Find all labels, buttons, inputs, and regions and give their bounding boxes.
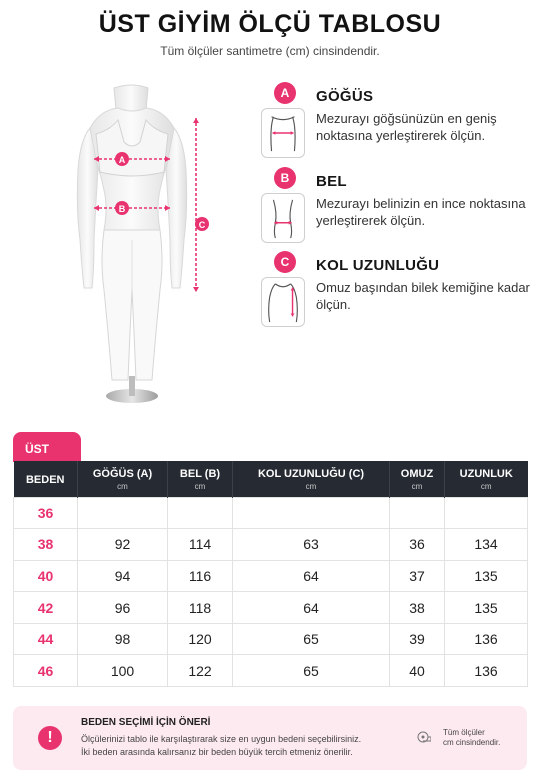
sleeve-cell: 64: [233, 592, 390, 624]
tip-line-1: Ölçülerinizi tablo ile karşılaştırarak size en uygun bedeni seçebilirsiniz.: [81, 734, 362, 744]
alert-icon: !: [38, 726, 62, 750]
column-header-sleeve: KOL UZUNLUĞU (C) cm: [233, 461, 390, 497]
table-row: [14, 592, 528, 624]
shoulder-cell: 39: [390, 623, 445, 655]
table-row: [14, 560, 528, 592]
column-unit: cm: [194, 482, 206, 492]
chest-cell: 96: [78, 592, 168, 624]
marker-a: A: [118, 155, 126, 165]
tab-ust[interactable]: ÜST: [13, 432, 81, 462]
column-header-waist: BEL (B) cm: [168, 461, 233, 497]
length-cell: 134: [445, 529, 528, 561]
measurement-waist: [258, 167, 538, 247]
chest-cell: 98: [78, 623, 168, 655]
unit-note: [443, 728, 500, 748]
length-cell: 135: [445, 560, 528, 592]
column-unit: cm: [117, 482, 128, 492]
column-unit: cm: [480, 482, 492, 492]
size-cell: 46: [14, 655, 78, 687]
chest-cell: 94: [78, 560, 168, 592]
shoulder-cell: 38: [390, 592, 445, 624]
measurement-title: KOL UZUNLUĞU: [316, 257, 440, 274]
column-unit: cm: [305, 482, 317, 492]
size-table: [13, 461, 528, 687]
marker-c: C: [198, 220, 206, 230]
column-header-chest: GÖĞÜS (A) cm: [78, 461, 168, 497]
size-cell: 36: [14, 497, 78, 529]
sleeve-cell: 64: [233, 560, 390, 592]
size-cell: 44: [14, 623, 78, 655]
measurement-title: BEL: [316, 173, 347, 190]
table-header-row: [14, 461, 528, 497]
measurement-description: Mezurayı belinizin en ince noktasına yerleştirerek ölçün.: [316, 196, 526, 228]
page-title: ÜST GİYİM ÖLÇÜ TABLOSU: [98, 10, 442, 38]
measurement-description: Mezurayı göğsünüzün en geniş noktasına yerleştirerek ölçün.: [316, 111, 497, 143]
mannequin-illustration: [60, 80, 230, 410]
unit-note-line-2: cm cinsindendir.: [443, 738, 501, 747]
measurement-description: Omuz başından bilek kemiğine kadar ölçün.: [316, 280, 530, 312]
sleeve-cell: 65: [233, 655, 390, 687]
marker-b: B: [118, 204, 126, 214]
table-row: [14, 497, 528, 529]
tip-title: BEDEN SEÇİMİ İÇİN ÖNERİ: [81, 717, 211, 728]
length-cell: 136: [445, 655, 528, 687]
sleeve-cell: 65: [233, 623, 390, 655]
column-header-size: BEDEN: [14, 461, 78, 497]
tip-line-2: İki beden arasında kalırsanız bir beden büyük tercih etmeniz önerilir.: [81, 747, 353, 757]
chest-figure-icon: [261, 108, 305, 158]
measuring-tape-icon: [417, 730, 431, 744]
waist-cell: [168, 497, 233, 529]
measurement-badge-b: B: [274, 167, 296, 189]
size-cell: 42: [14, 592, 78, 624]
page-subtitle: Tüm ölçüler santimetre (cm) cinsindendir.: [160, 44, 380, 58]
waist-figure-icon: [261, 193, 305, 243]
chest-cell: 100: [78, 655, 168, 687]
waist-cell: 116: [168, 560, 233, 592]
unit-note-line-1: Tüm ölçüler: [443, 728, 485, 737]
sleeve-figure-icon: [261, 277, 305, 327]
size-tip-box: [13, 706, 527, 770]
shoulder-cell: 36: [390, 529, 445, 561]
shoulder-cell: 37: [390, 560, 445, 592]
shoulder-cell: [390, 497, 445, 529]
size-cell: 38: [14, 529, 78, 561]
table-row: [14, 655, 528, 687]
length-cell: 135: [445, 592, 528, 624]
column-header-shoulder: OMUZ cm: [390, 461, 445, 497]
measurement-chest: [258, 82, 538, 162]
chest-cell: 92: [78, 529, 168, 561]
sleeve-cell: 63: [233, 529, 390, 561]
measurement-badge-a: A: [274, 82, 296, 104]
measurement-badge-c: C: [274, 251, 296, 273]
length-cell: [445, 497, 528, 529]
measurement-title: GÖĞÜS: [316, 88, 374, 105]
waist-cell: 122: [168, 655, 233, 687]
waist-cell: 114: [168, 529, 233, 561]
table-row: [14, 529, 528, 561]
length-cell: 136: [445, 623, 528, 655]
sleeve-cell: [233, 497, 390, 529]
column-unit: cm: [411, 482, 423, 492]
size-cell: 40: [14, 560, 78, 592]
chest-cell: [78, 497, 168, 529]
column-header-length: UZUNLUK cm: [445, 461, 528, 497]
waist-cell: 118: [168, 592, 233, 624]
shoulder-cell: 40: [390, 655, 445, 687]
table-row: [14, 623, 528, 655]
measurement-sleeve: [258, 251, 538, 331]
waist-cell: 120: [168, 623, 233, 655]
